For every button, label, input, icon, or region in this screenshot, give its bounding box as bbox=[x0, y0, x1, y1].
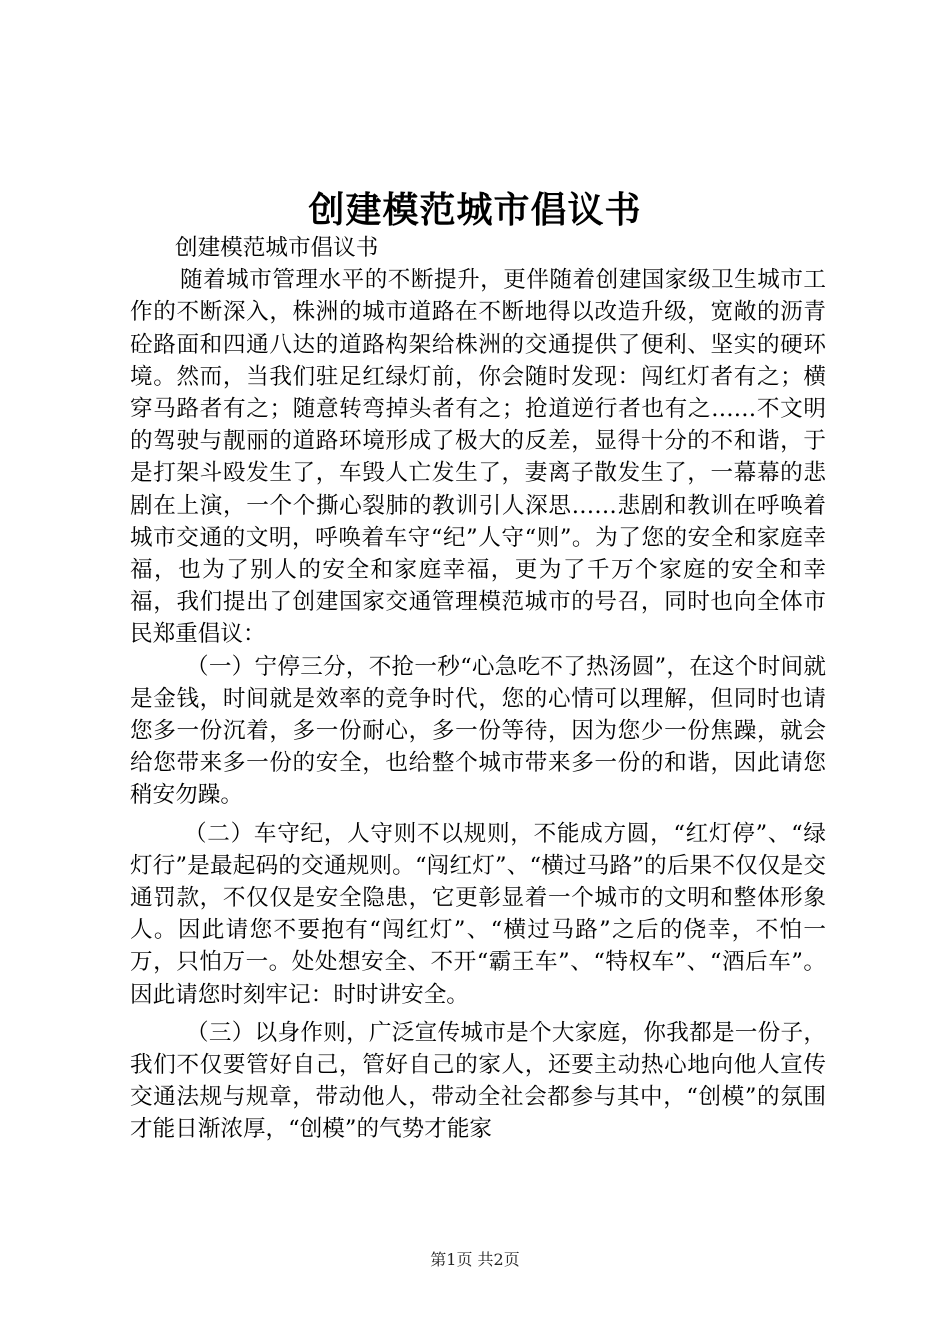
proposal-item-3: （三）以身作则，广泛宣传城市是个大家庭，你我都是一份子，我们不仅要管好自己，管好自己的家人，还要主动热心地向他人宣传交通法规与规章，带动他人，带动全社会都参与其中，“创模”的氛围才能日渐浓厚，“创模”的气势才能家 bbox=[130, 1019, 826, 1143]
page-number-footer: 第1页 共2页 bbox=[430, 1250, 520, 1269]
proposal-item-1: （一）宁停三分，不抢一秒“心急吃不了热汤圆”，在这个时间就是金钱，时间就是效率的竞争时代，您的心情可以理解，但同时也请您多一份沉着，多一份耐心，多一份等待，因为您少一份焦躁，就会给您带来多一份的安全，也给整个城市带来多一份的和谐，因此请您稍安勿躁。 bbox=[130, 653, 826, 809]
document-subtitle: 创建模范城市倡议书 bbox=[175, 235, 379, 261]
proposal-item-2: （二）车守纪，人守则不以规则，不能成方圆，“红灯停”、“绿灯行”是最起码的交通规则。“闯红灯”、“横过马路”的后果不仅仅是交通罚款，不仅仅是安全隐患，它更彰显着一个城市的文明和整体形象人。因此请您不要抱有“闯红灯”、“横过马路”之后的侥幸，不怕一万，只怕万一。处处想安全、不开“霸王车”、“特权车”、“酒后车”。因此请您时刻牢记：时时讲安全。 bbox=[130, 820, 826, 1008]
intro-paragraph: 随着城市管理水平的不断提升，更伴随着创建国家级卫生城市工作的不断深入，株洲的城市道路在不断地得以改造升级，宽敞的沥青砼路面和四通八达的道路构架给株洲的交通提供了便利、坚实的硬环境。然而，当我们驻足红绿灯前，你会随时发现：闯红灯者有之；横穿马路者有之；随意转弯掉头者有之；抢道逆行者也有之……不文明的驾驶与靓丽的道路环境形成了极大的反差，显得十分的不和谐，于是打架斗殴发生了，车毁人亡发生了，妻离子散发生了，一幕幕的悲剧在上演，一个个撕心裂肺的教训引人深思……悲剧和教训在呼唤着城市交通的文明，呼唤着车守“纪”人守“则”。为了您的安全和家庭幸福，也为了别人的安全和家庭幸福，更为了千万个家庭的安全和幸福，我们提出了创建国家交通管理模范城市的号召，同时也向全体市民郑重倡议： bbox=[130, 267, 826, 648]
document-body bbox=[130, 232, 826, 1146]
document-title: 创建模范城市倡议书 bbox=[308, 189, 642, 231]
